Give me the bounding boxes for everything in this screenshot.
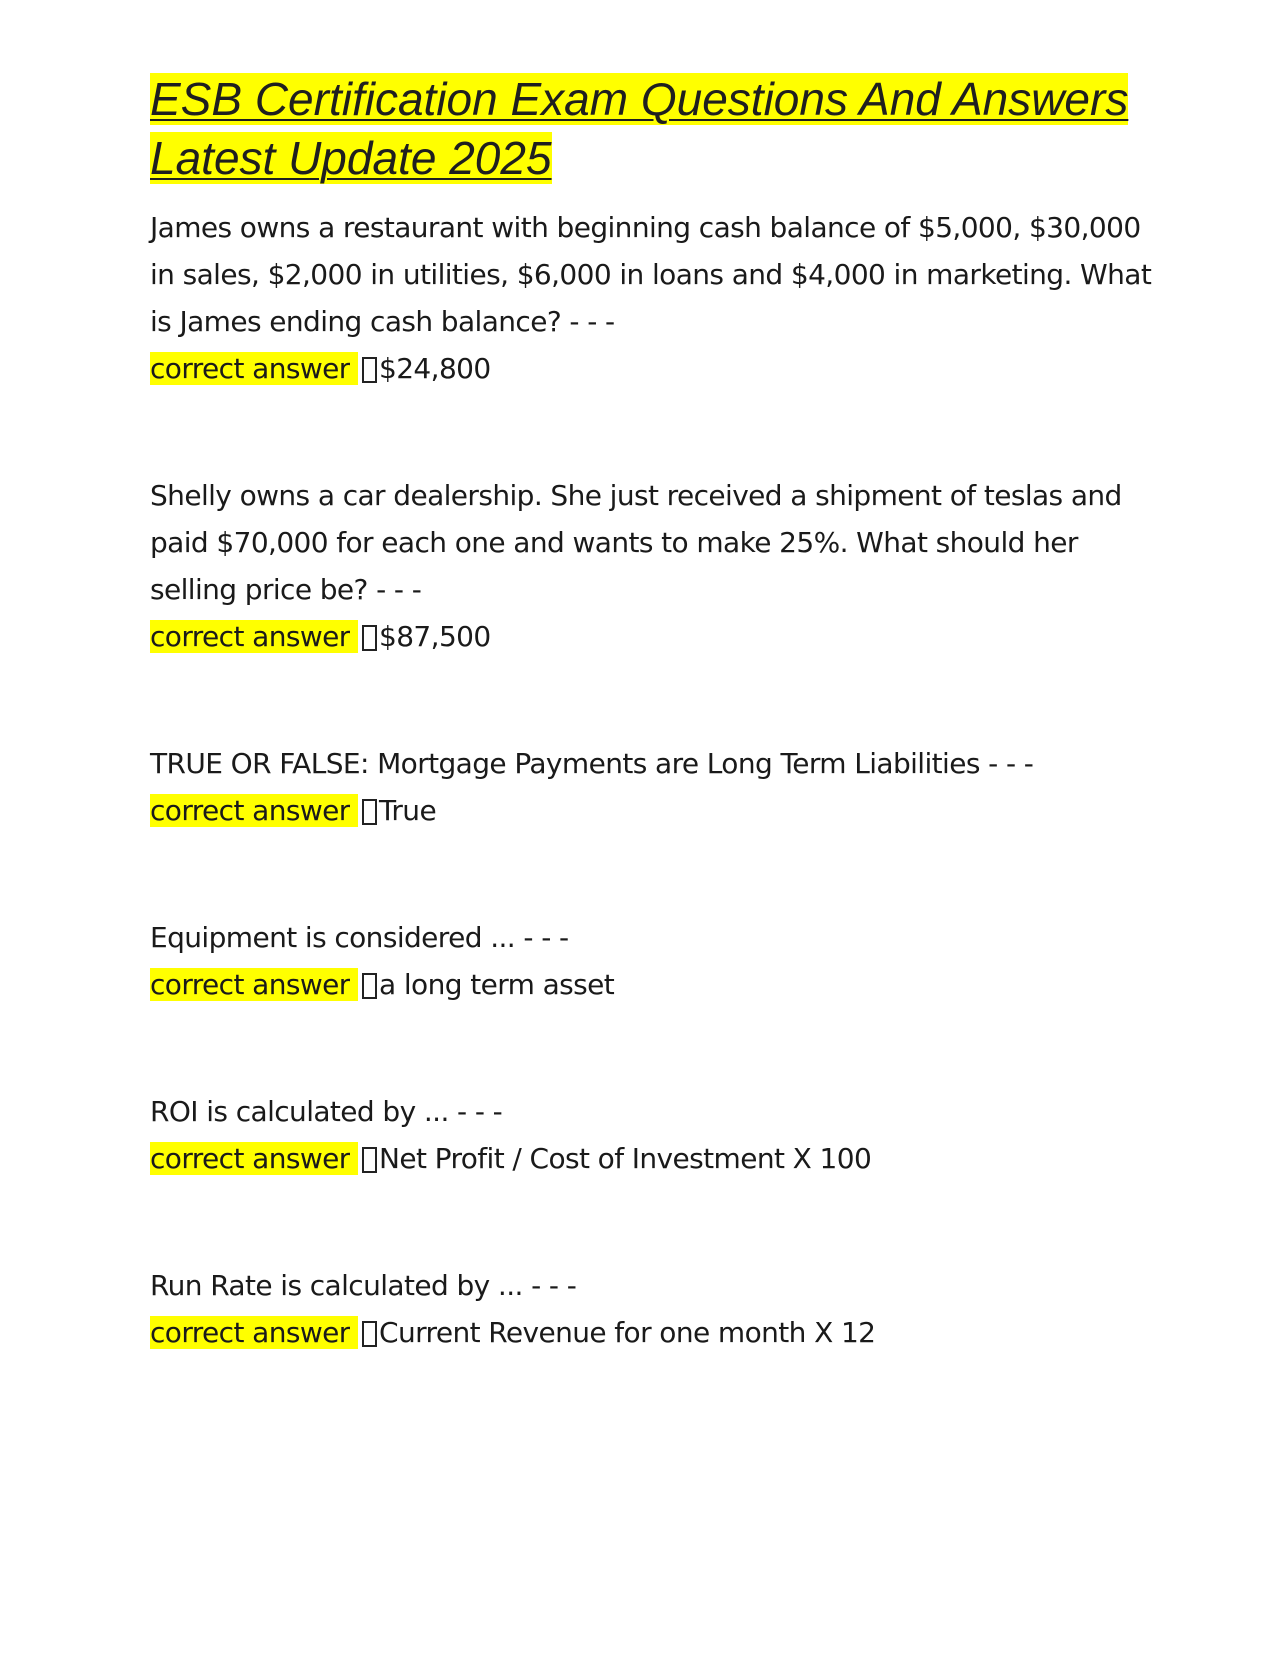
qa-item bbox=[150, 914, 1160, 1008]
answer-text: True bbox=[379, 794, 437, 827]
qa-item bbox=[150, 472, 1160, 660]
answer-text: a long term asset bbox=[379, 968, 615, 1001]
answer-text: Current Revenue for one month X 12 bbox=[379, 1316, 876, 1349]
missing-glyph-icon bbox=[362, 799, 377, 825]
qa-item bbox=[150, 1088, 1160, 1182]
document-page bbox=[150, 70, 1160, 1356]
document-title bbox=[150, 70, 1160, 188]
answer-text: Net Profit / Cost of Investment X 100 bbox=[379, 1142, 872, 1175]
answer-line bbox=[150, 1309, 1160, 1356]
answer-line bbox=[150, 613, 1160, 660]
question-text: TRUE OR FALSE: Mortgage Payments are Long Term Liabilities - - - bbox=[150, 747, 1034, 780]
answer-label: correct answer bbox=[150, 620, 350, 653]
answer-text: $87,500 bbox=[379, 620, 491, 653]
document-title-text: ESB Certification Exam Questions And Answers Latest Update 2025 bbox=[150, 73, 1129, 184]
answer-label: correct answer bbox=[150, 1316, 350, 1349]
answer-line bbox=[150, 787, 1160, 834]
question-text: Shelly owns a car dealership. She just received a shipment of teslas and paid $70,000 for each one and wants to make 25%. What should her selling price be? - - - bbox=[150, 479, 1122, 606]
answer-label: correct answer bbox=[150, 968, 350, 1001]
answer-line bbox=[150, 961, 1160, 1008]
question-text: James owns a restaurant with beginning cash balance of $5,000, $30,000 in sales, $2,000 in utilities, $6,000 in loans and $4,000 in marketing. What is James ending cash balance? - - - bbox=[150, 211, 1152, 338]
answer-label: correct answer bbox=[150, 352, 350, 385]
answer-line bbox=[150, 345, 1160, 392]
answer-label: correct answer bbox=[150, 794, 350, 827]
answer-label: correct answer bbox=[150, 1142, 350, 1175]
question-text: Equipment is considered ... - - - bbox=[150, 921, 569, 954]
qa-item bbox=[150, 740, 1160, 834]
missing-glyph-icon bbox=[362, 625, 377, 651]
missing-glyph-icon bbox=[362, 973, 377, 999]
question-text: Run Rate is calculated by ... - - - bbox=[150, 1269, 577, 1302]
missing-glyph-icon bbox=[362, 1147, 377, 1173]
qa-item bbox=[150, 1262, 1160, 1356]
missing-glyph-icon bbox=[362, 1321, 377, 1347]
question-text: ROI is calculated by ... - - - bbox=[150, 1095, 503, 1128]
missing-glyph-icon bbox=[362, 357, 377, 383]
answer-text: $24,800 bbox=[379, 352, 491, 385]
answer-line bbox=[150, 1135, 1160, 1182]
qa-item bbox=[150, 204, 1160, 392]
